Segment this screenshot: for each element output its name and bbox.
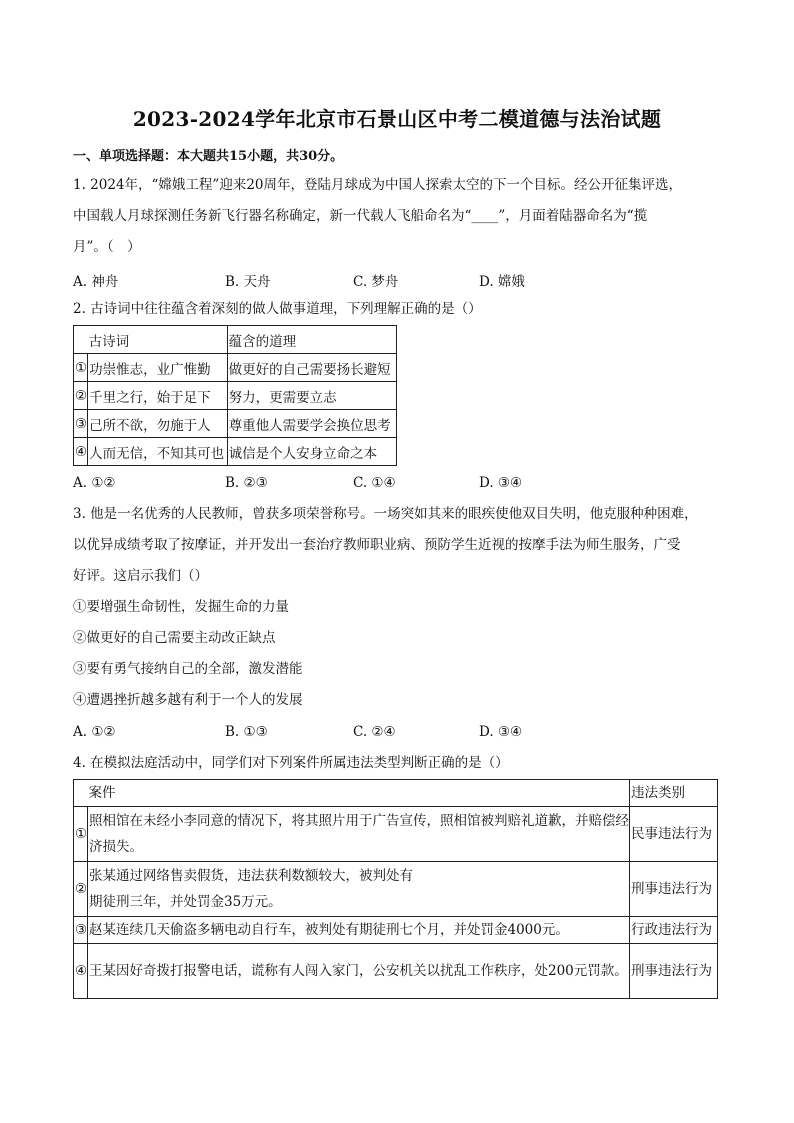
table-row — [74, 944, 718, 999]
page-title: 2023-2024学年北京市石景山区中考二模道德与法治试题 — [132, 107, 662, 131]
case-line-2: 期徒刑三年，并处罚金35万元。 — [89, 894, 282, 910]
row-number: ② — [74, 862, 88, 917]
q2-header-meaning: 蕴含的道理 — [227, 326, 396, 354]
poem-cell: 千里之行，始于足下 — [88, 382, 228, 410]
table-row — [74, 382, 397, 410]
q3-option-a[interactable]: A. ①② — [73, 724, 116, 740]
q3-options — [73, 724, 723, 744]
row-number: ④ — [74, 944, 88, 999]
q2-option-a[interactable]: A. ①② — [73, 475, 116, 491]
q2-table — [73, 325, 397, 466]
q3-statement-1: ①要增强生命韧性，发掘生命的力量 — [73, 599, 289, 615]
table-header-row — [74, 326, 397, 354]
q3-line-2: 以优异成绩考取了按摩证，并开发出一套治疗教师职业病、预防学生近视的按摩手法为师生服务，广受 — [73, 537, 681, 553]
type-cell: 刑事违法行为 — [630, 944, 718, 999]
q1-options — [73, 270, 723, 290]
q4-table — [73, 779, 718, 999]
q2-options — [73, 475, 723, 495]
q1-option-c[interactable]: C. 梦舟 — [353, 274, 399, 290]
q1-option-d[interactable]: D. 嫦娥 — [479, 274, 525, 290]
case-cell — [88, 862, 630, 917]
row-number: ① — [74, 354, 88, 382]
q4-header-case: 案件 — [88, 780, 630, 807]
case-cell: 赵某连续几天偷盗多辆电动自行车，被判处有期徒刑七个月，并处罚金4000元。 — [88, 917, 630, 944]
q3-line-3: 好评。这启示我们（） — [73, 568, 208, 584]
row-number: ③ — [74, 410, 88, 438]
q4-header-type: 违法类别 — [630, 780, 718, 807]
table-row — [74, 354, 397, 382]
case-cell: 王某因好奇拨打报警电话，谎称有人闯入家门，公安机关以扰乱工作秩序，处200元罚款。 — [88, 944, 630, 999]
q3-option-b[interactable]: B. ①③ — [225, 724, 268, 740]
q1-line-2: 中国载人月球探测任务新飞行器名称确定，新一代载人飞船命名为“____”，月面着陆器命名为“揽 — [73, 208, 648, 224]
q1-line-3: 月”。（ ） — [73, 239, 141, 255]
table-row — [74, 917, 718, 944]
q3-statement-3: ③要有勇气接纳自己的全部，激发潜能 — [73, 661, 303, 677]
case-cell: 照相馆在未经小李同意的情况下，将其照片用于广告宣传，照相馆被判赔礼道歉，并赔偿经济损失。 — [88, 807, 630, 862]
table-row — [74, 410, 397, 438]
q3-option-d[interactable]: D. ③④ — [479, 724, 523, 740]
q1-option-b[interactable]: B. 天舟 — [225, 274, 271, 290]
table-row — [74, 807, 718, 862]
section-heading: 一、单项选择题：本大题共15小题，共30分。 — [73, 149, 344, 164]
type-cell: 民事违法行为 — [630, 807, 718, 862]
q2-stem: 2. 古诗词中往往蕴含着深刻的做人做事道理，下列理解正确的是（） — [73, 301, 482, 317]
row-number: ① — [74, 807, 88, 862]
q1-option-a[interactable]: A. 神舟 — [73, 274, 119, 290]
q2-header-poem: 古诗词 — [88, 326, 228, 354]
table-header-row — [74, 780, 718, 807]
q3-option-c[interactable]: C. ②④ — [353, 724, 396, 740]
row-number: ② — [74, 382, 88, 410]
poem-cell: 己所不欲，勿施于人 — [88, 410, 228, 438]
q3-statement-4: ④遭遇挫折越多越有利于一个人的发展 — [73, 692, 303, 708]
q3-statement-2: ②做更好的自己需要主动改正缺点 — [73, 630, 276, 646]
type-cell: 行政违法行为 — [630, 917, 718, 944]
meaning-cell: 努力，更需要立志 — [227, 382, 396, 410]
q3-line-1: 3. 他是一名优秀的人民教师，曾获多项荣誉称号。一场突如其来的眼疾使他双目失明，他克服种种困难， — [73, 506, 698, 522]
meaning-cell: 诚信是个人安身立命之本 — [227, 438, 396, 466]
q2-option-c[interactable]: C. ①④ — [353, 475, 396, 491]
meaning-cell: 做更好的自己需要扬长避短 — [227, 354, 396, 382]
table-row — [74, 438, 397, 466]
q2-option-d[interactable]: D. ③④ — [479, 475, 523, 491]
q2-option-b[interactable]: B. ②③ — [225, 475, 268, 491]
row-number: ③ — [74, 917, 88, 944]
case-line-1: 张某通过网络售卖假货，违法获利数额较大，被判处有 — [89, 868, 413, 884]
poem-cell: 人而无信，不知其可也 — [88, 438, 228, 466]
q1-line-1: 1. 2024年，“嫦娥工程”迎来20周年，登陆月球成为中国人探索太空的下一个目标。经公开征集评选， — [73, 177, 683, 193]
poem-cell: 功崇惟志，业广惟勤 — [88, 354, 228, 382]
meaning-cell: 尊重他人需要学会换位思考 — [227, 410, 396, 438]
type-cell: 刑事违法行为 — [630, 862, 718, 917]
q4-stem: 4. 在模拟法庭活动中，同学们对下列案件所属违法类型判断正确的是（） — [73, 755, 509, 771]
table-row — [74, 862, 718, 917]
row-number: ④ — [74, 438, 88, 466]
